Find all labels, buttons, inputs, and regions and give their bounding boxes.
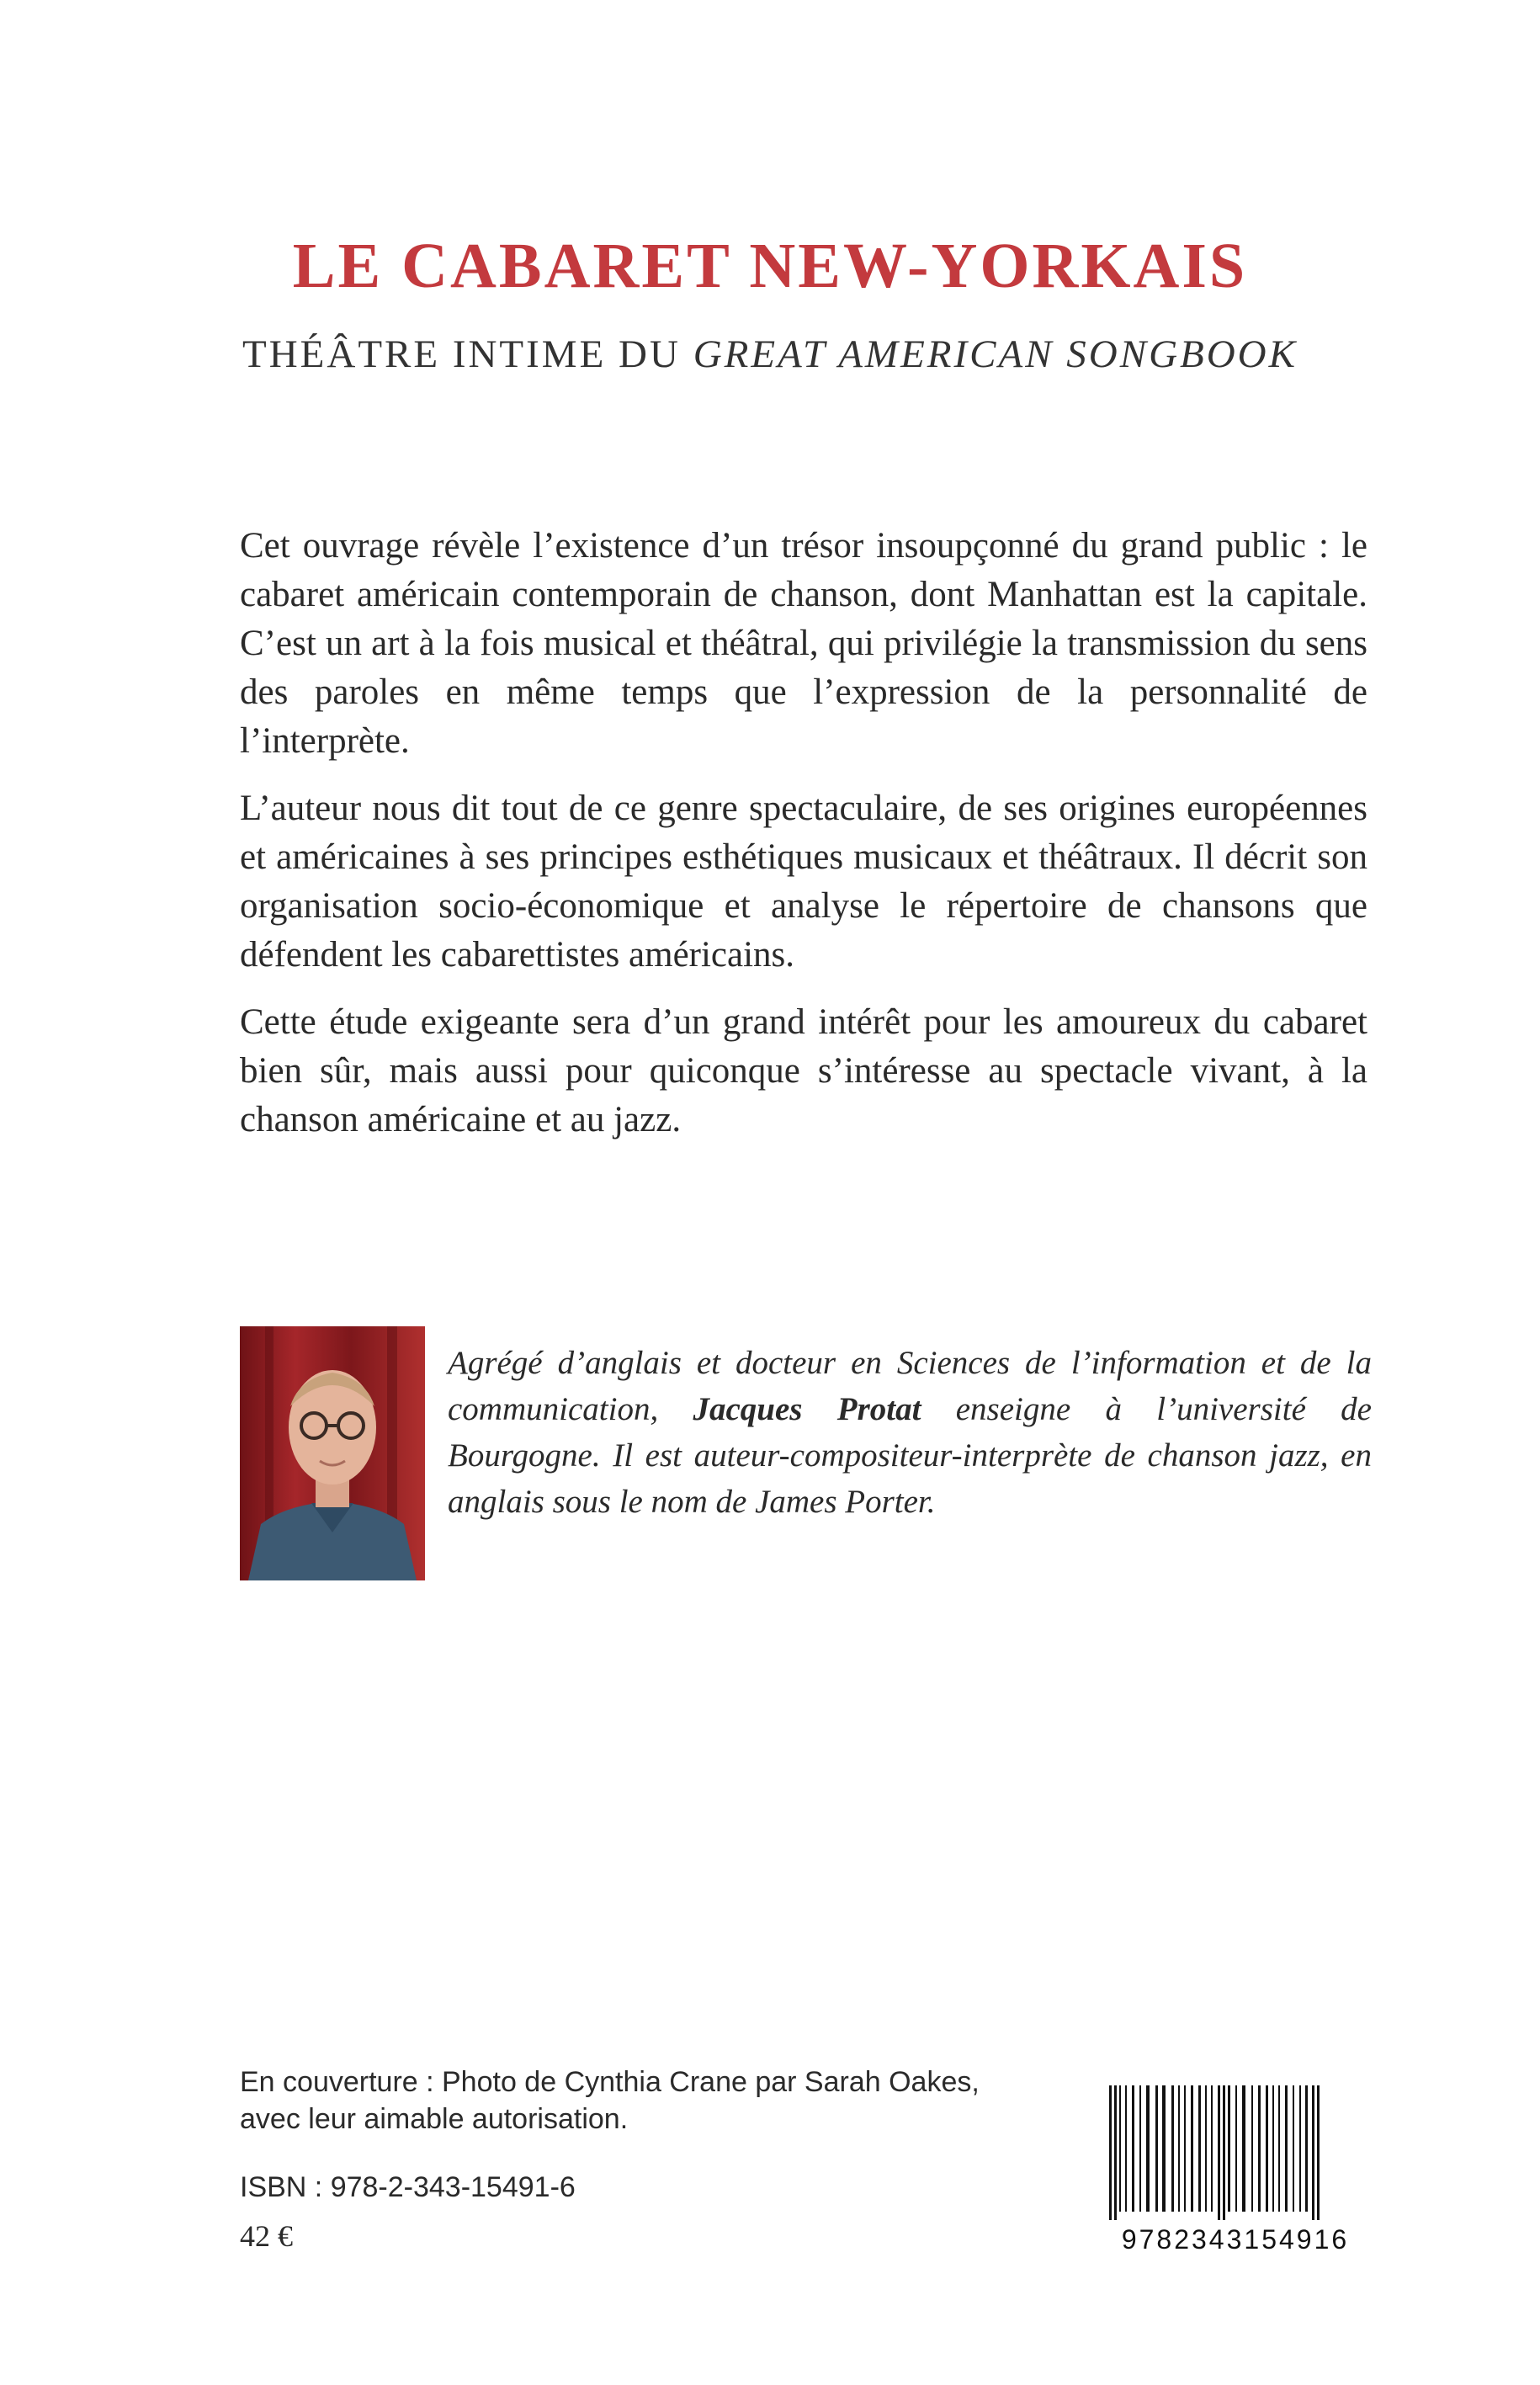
- blurb-paragraph-1: Cet ouvrage révèle l’existence d’un trésor insoupçonné du grand public : le cabaret américain contemporain de chanson, dont Manhattan est la capitale. C’est un art à la fois musical et théâtral, qui privilégie la transmission du sens des paroles en même temps que l’expression de la personnalité de l’interprète.: [240, 526, 1367, 761]
- barcode-bar: [1223, 2085, 1225, 2220]
- barcode-bar: [1317, 2085, 1320, 2220]
- barcode-bar: [1293, 2085, 1294, 2212]
- barcode-bar: [1119, 2085, 1121, 2212]
- barcode-bar: [1228, 2085, 1230, 2212]
- barcode-bar: [1312, 2085, 1314, 2220]
- barcode-bar: [1305, 2085, 1308, 2212]
- barcode-bar: [1146, 2085, 1150, 2212]
- barcode-bar: [1198, 2085, 1201, 2212]
- barcode-bar: [1266, 2085, 1268, 2212]
- barcode-bar: [1251, 2085, 1253, 2212]
- subtitle-plain: THÉÂTRE INTIME DU: [242, 332, 693, 376]
- barcode-bar: [1139, 2085, 1141, 2212]
- barcode-bar: [1218, 2085, 1220, 2220]
- barcode-bars: [1101, 2085, 1370, 2224]
- barcode-bar: [1162, 2085, 1166, 2212]
- book-subtitle: [0, 332, 1540, 376]
- barcode-bar: [1285, 2085, 1288, 2212]
- barcode-bar: [1272, 2085, 1274, 2212]
- barcode-bar: [1178, 2085, 1180, 2212]
- barcode-bar: [1211, 2085, 1213, 2212]
- barcode-bar: [1191, 2085, 1193, 2212]
- barcode-bar: [1258, 2085, 1261, 2212]
- barcode-bar: [1155, 2085, 1158, 2212]
- book-title: LE CABARET NEW-YORKAIS: [292, 231, 1248, 301]
- bio-before: Agrégé d’anglais et docteur en Sciences de l’information et de la communication,: [448, 1345, 1372, 1427]
- blurb-paragraph-2: L’auteur nous dit tout de ce genre spectaculaire, de ses origines européennes et américaines à ses principes esthétiques musicaux et théâtraux. Il décrit son organisation socio-économique et analyse le répertoire de chansons que défendent les cabarettistes américains.: [240, 789, 1367, 975]
- subtitle-italic: GREAT AMERICAN SONGBOOK: [693, 332, 1298, 376]
- credit-line-2: avec leur aimable autorisation.: [240, 2103, 629, 2135]
- barcode-bar: [1114, 2085, 1117, 2220]
- credit-line-1: En couverture : Photo de Cynthia Crane par Sarah Oakes,: [240, 2066, 980, 2098]
- price: 42 €: [240, 2219, 293, 2253]
- isbn: ISBN : 978-2-343-15491-6: [240, 2171, 576, 2203]
- cover-credit: [240, 2064, 1081, 2138]
- barcode-digits: 9782343154916: [1121, 2224, 1350, 2255]
- barcode-bar: [1278, 2085, 1280, 2212]
- bio-after: enseigne à l’université de Bourgogne. Il est auteur-compositeur-interprète de chanson jazz, en anglais sous le nom de James Porter.: [448, 1391, 1372, 1520]
- barcode-bar: [1171, 2085, 1174, 2212]
- author-name: Jacques Protat: [693, 1391, 921, 1427]
- barcode-bar: [1242, 2085, 1245, 2212]
- blurb-paragraph-3: Cette étude exigeante sera d’un grand intérêt pour les amoureux du cabaret bien sûr, mais aussi pour quiconque s’intéresse au spectacle vivant, à la chanson américaine et au jazz.: [240, 1002, 1367, 1139]
- barcode-bar: [1132, 2085, 1134, 2212]
- author-portrait-image: [240, 1326, 425, 1580]
- barcode-bar: [1184, 2085, 1186, 2212]
- barcode-bar: [1299, 2085, 1301, 2212]
- barcode-bar: [1205, 2085, 1207, 2212]
- barcode-bar: [1125, 2085, 1127, 2212]
- author-photo: [240, 1326, 425, 1580]
- author-bio: [448, 1340, 1372, 1525]
- blurb: [240, 522, 1367, 1163]
- barcode-bar: [1109, 2085, 1112, 2220]
- barcode-bar: [1235, 2085, 1237, 2212]
